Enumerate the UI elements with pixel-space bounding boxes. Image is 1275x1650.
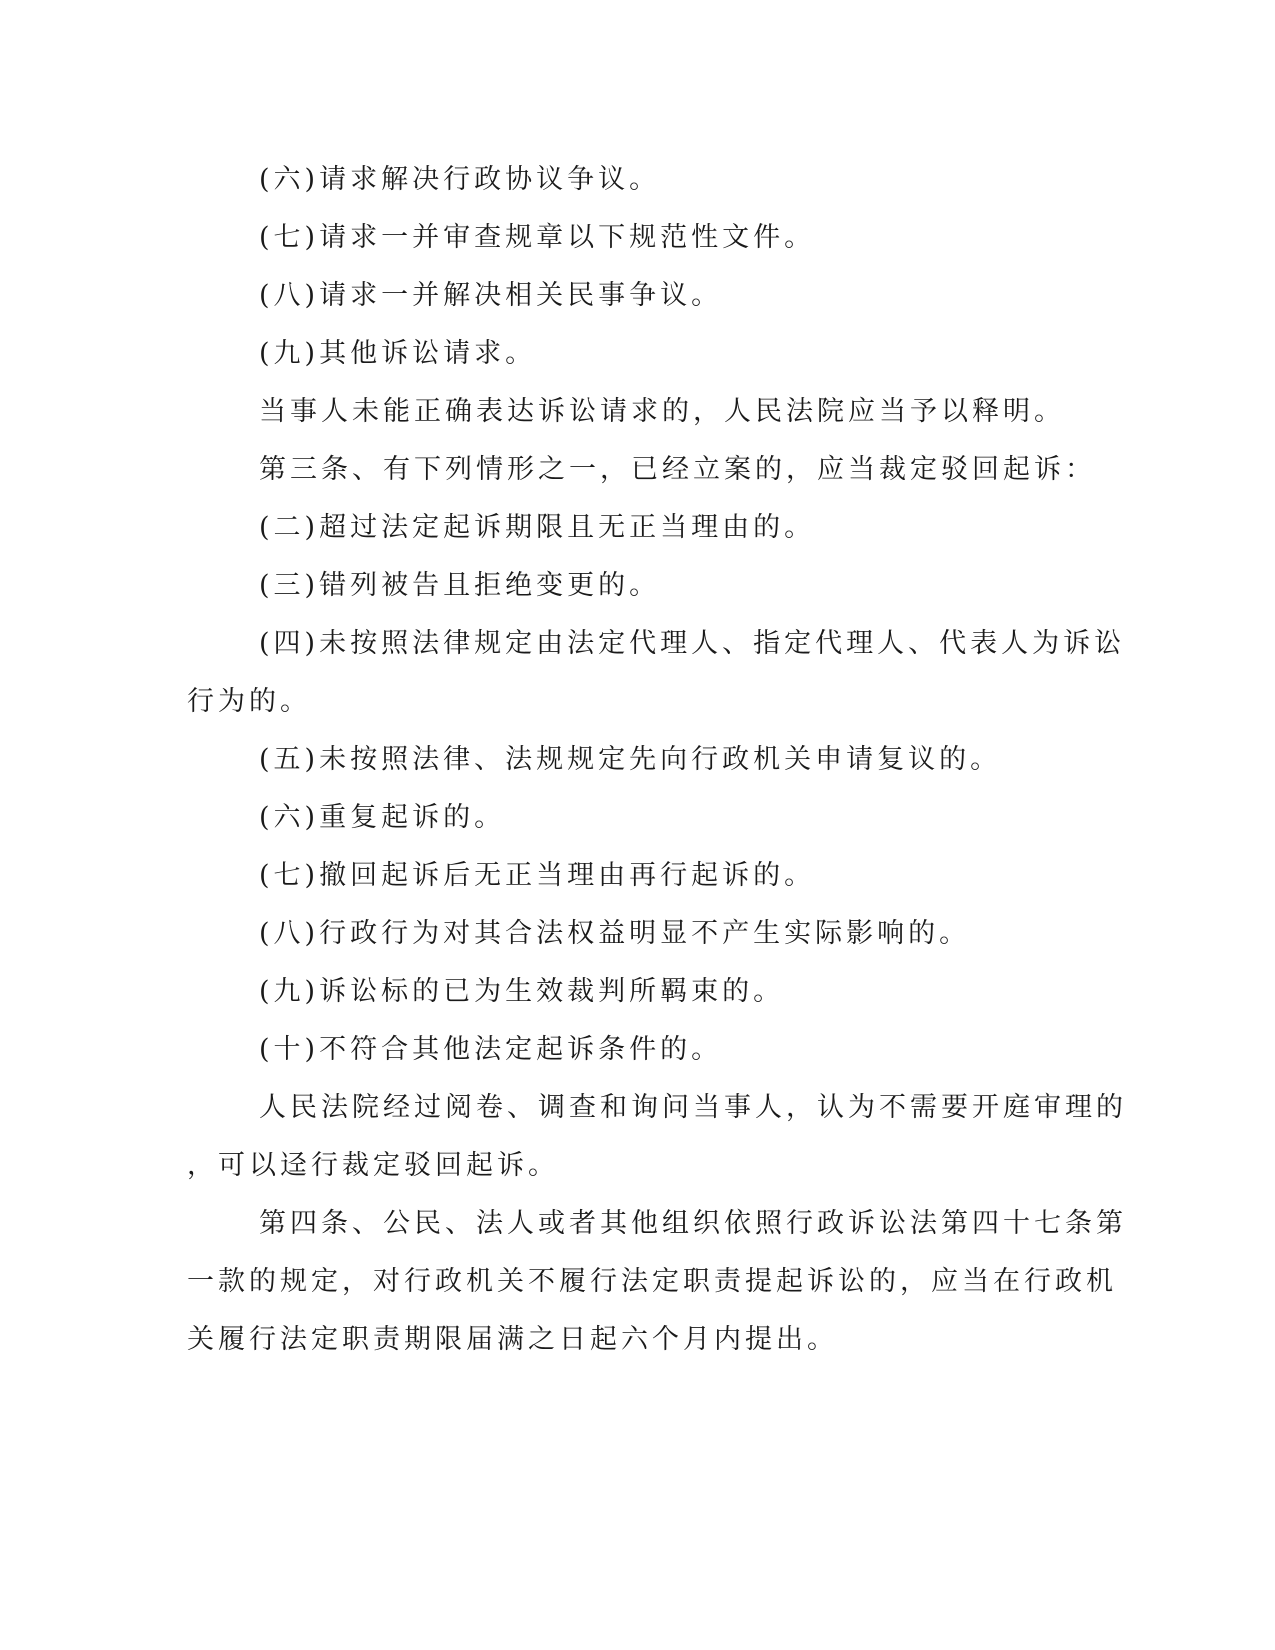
text-line: (二)超过法定起诉期限且无正当理由的。 xyxy=(259,512,816,543)
text-line: (八)行政行为对其合法权益明显不产生实际影响的。 xyxy=(259,918,971,949)
text-line: (四)未按照法律规定由法定代理人、指定代理人、代表人为诉讼 xyxy=(259,628,1126,659)
text-line: ，可以迳行裁定驳回起诉。 xyxy=(187,1150,559,1181)
text-line: 行为的。 xyxy=(187,686,311,717)
text-line: (七)请求一并审查规章以下规范性文件。 xyxy=(259,222,816,253)
text-line: 关履行法定职责期限届满之日起六个月内提出。 xyxy=(187,1324,838,1355)
text-line: (三)错列被告且拒绝变更的。 xyxy=(259,570,661,601)
text-line: (七)撤回起诉后无正当理由再行起诉的。 xyxy=(259,860,816,891)
text-line: (六)请求解决行政协议争议。 xyxy=(259,164,661,195)
text-line: 一款的规定，对行政机关不履行法定职责提起诉讼的，应当在行政机 xyxy=(187,1266,1117,1297)
text-line: (九)诉讼标的已为生效裁判所羁束的。 xyxy=(259,976,785,1007)
text-line: 第四条、公民、法人或者其他组织依照行政诉讼法第四十七条第 xyxy=(259,1208,1127,1239)
text-line: (五)未按照法律、法规规定先向行政机关申请复议的。 xyxy=(259,744,1002,775)
text-line: 当事人未能正确表达诉讼请求的，人民法院应当予以释明。 xyxy=(259,396,1065,427)
text-line: 第三条、有下列情形之一，已经立案的，应当裁定驳回起诉： xyxy=(259,454,1096,485)
text-line: 人民法院经过阅卷、调查和询问当事人，认为不需要开庭审理的 xyxy=(259,1092,1127,1123)
text-line: (八)请求一并解决相关民事争议。 xyxy=(259,280,723,311)
text-line: (十)不符合其他法定起诉条件的。 xyxy=(259,1034,723,1065)
text-line: (六)重复起诉的。 xyxy=(259,802,506,833)
text-line: (九)其他诉讼请求。 xyxy=(259,338,537,369)
